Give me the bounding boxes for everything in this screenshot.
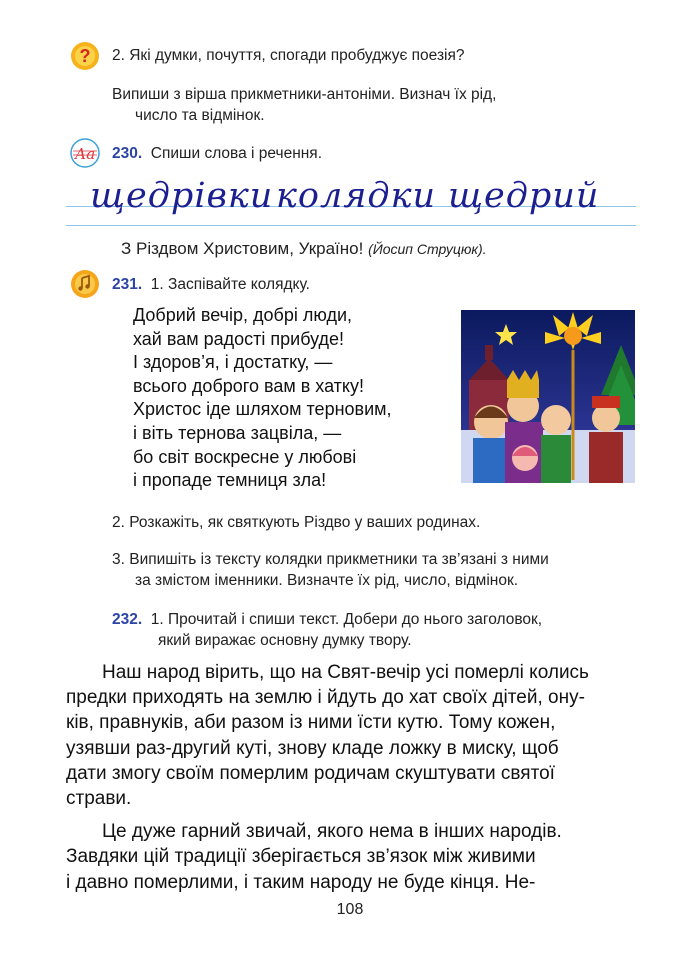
handwriting-icon bbox=[70, 138, 100, 168]
poem-line: Добрий вечір, добрі люди, bbox=[133, 305, 352, 325]
svg-text:?: ? bbox=[79, 46, 91, 66]
prose-line: ків, правнуків, аби разом із ними їсти кутю. Тому кожен, bbox=[66, 712, 556, 734]
exercise-number: 232. bbox=[112, 611, 143, 628]
exercise-number: 231. bbox=[112, 276, 143, 293]
task-231-3 bbox=[112, 549, 642, 591]
prose-line: узявши раз-другий куті, знову кладе ложку в миску, щоб bbox=[66, 737, 559, 759]
handwriting-word: колядки bbox=[276, 176, 437, 216]
task-line: за змістом іменники. Визначте їх рід, число, відмінок. bbox=[135, 572, 519, 589]
poem-line: і віть тернова зацвіла, — bbox=[133, 422, 342, 443]
exercise-text: Спиши слова і речення. bbox=[150, 145, 323, 162]
question-2-text: Які думки, почуття, спогади пробуджує поезія? bbox=[129, 47, 465, 64]
quote bbox=[121, 238, 487, 260]
prose-text bbox=[66, 660, 636, 895]
ruled-line bbox=[66, 225, 636, 226]
question-3 bbox=[112, 84, 642, 126]
exercise-number: 230. bbox=[112, 145, 143, 162]
svg-text:Аа: Аа bbox=[74, 145, 96, 163]
poem bbox=[133, 304, 453, 493]
exercise-232 bbox=[112, 609, 652, 651]
handwriting-word: щедрівки bbox=[90, 176, 274, 216]
poem-line: Христос іде шляхом терновим, bbox=[133, 399, 392, 420]
exercise-231 bbox=[112, 274, 310, 295]
carolers-illustration bbox=[461, 310, 635, 483]
page-number: 108 bbox=[336, 901, 364, 918]
exercise-text: 1. Заспівайте колядку. bbox=[150, 276, 310, 293]
prose-line: страви. bbox=[66, 788, 132, 810]
prose-line: і давно померлими, і таким народу не буде кінця. Не- bbox=[66, 871, 536, 893]
question-3-line: Випиши з вірша прикметники-антоніми. Визнач їх рід, bbox=[112, 86, 497, 103]
exercise-text: 1. Прочитай і спиши текст. Добери до нього заголовок, bbox=[150, 611, 543, 628]
quote-text: З Різдвом Христовим, Україно! bbox=[121, 239, 364, 258]
poem-line: І здоров’я, і достатку, — bbox=[133, 352, 333, 373]
poem-line: і пропаде темниця зла! bbox=[133, 470, 327, 491]
task-231-2: 2. Розкажіть, як святкують Різдво у ваших родинах. bbox=[112, 514, 481, 531]
exercise-text: який виражає основну думку твору. bbox=[158, 632, 412, 649]
prose-line: Наш народ вірить, що на Свят-вечір усі померлі колись bbox=[102, 662, 589, 683]
prose-line: Завдяки цій традиції зберігається зв’язок між живими bbox=[66, 846, 536, 868]
handwriting-word: щедрий bbox=[448, 176, 600, 216]
exercise-230 bbox=[112, 143, 322, 164]
question-3-line: число та відмінок. bbox=[135, 107, 265, 124]
poem-line: бо світ воскресне у любові bbox=[133, 446, 357, 467]
prose-line: предки приходять на землю і йдуть до хат своїх дітей, ону- bbox=[66, 687, 585, 709]
poem-line: хай вам радості прибуде! bbox=[133, 328, 345, 349]
prose-line: Це дуже гарний звичай, якого нема в інших народів. bbox=[102, 821, 562, 843]
prose-line: дати змогу своїм померлим родичам скуштувати святої bbox=[66, 762, 555, 784]
poem-line: всього доброго вам в хатку! bbox=[133, 375, 365, 396]
question-2: 2. Які думки, почуття, спогади пробуджує поезія? bbox=[112, 47, 465, 64]
task-line: 3. Випишіть із тексту колядки прикметники та зв’язані з ними bbox=[112, 551, 549, 568]
question-icon bbox=[70, 41, 100, 71]
singing-icon bbox=[70, 269, 100, 299]
quote-author: (Йосип Струцюк). bbox=[368, 241, 487, 257]
